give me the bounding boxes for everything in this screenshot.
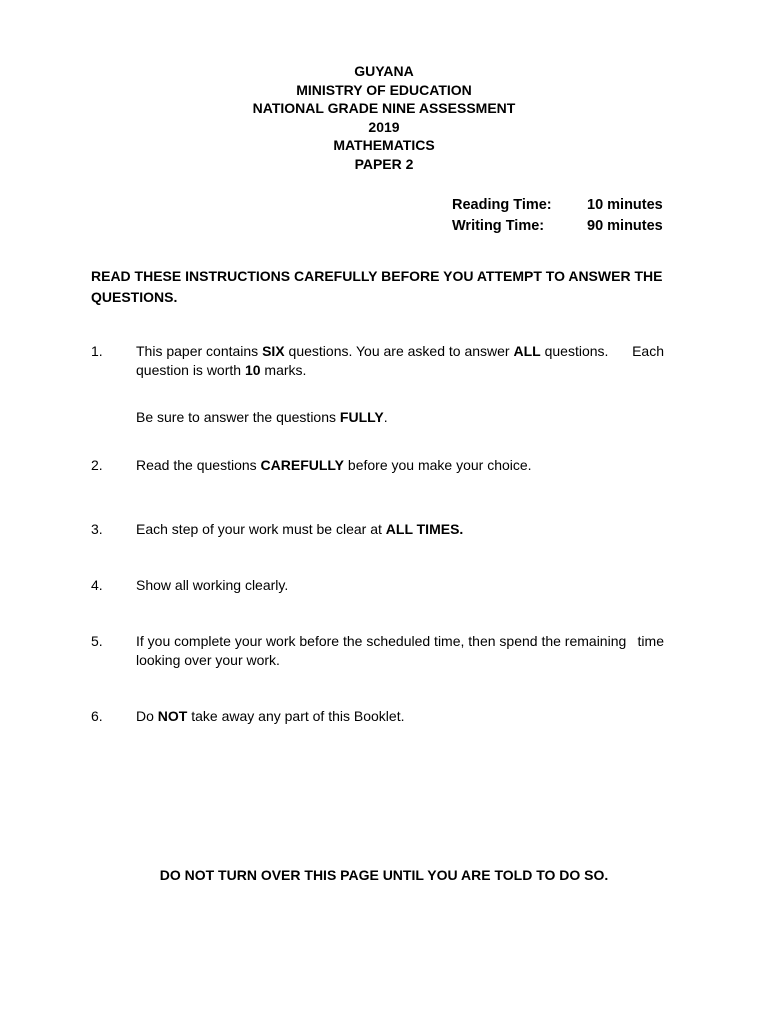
- text-run: Do: [136, 708, 158, 724]
- text-run: question is worth: [136, 362, 245, 378]
- text-run: questions.: [540, 343, 609, 359]
- bold-run: CAREFULLY: [260, 457, 345, 473]
- text-run: marks.: [260, 362, 307, 378]
- text-run: Be sure to answer the questions: [136, 409, 340, 425]
- item-number: 4.: [91, 577, 103, 593]
- header-paper: PAPER 2: [354, 155, 414, 172]
- text-run: Each step of your work must be clear at: [136, 521, 386, 537]
- instructions-heading: READ THESE INSTRUCTIONS CAREFULLY BEFORE YOU ATTEMPT TO ANSWER THE QUESTIONS.: [91, 268, 663, 305]
- item-text: [136, 408, 666, 427]
- item-line: [136, 632, 664, 651]
- text-run: This paper contains: [136, 343, 263, 359]
- writing-time-label: Writing Time:: [452, 218, 545, 234]
- item-number: 6.: [91, 708, 103, 724]
- instruction-item-6: [91, 707, 681, 726]
- writing-time-row: [452, 216, 663, 237]
- text-run: before you make your choice.: [344, 457, 532, 473]
- instruction-item-5: [91, 632, 681, 670]
- reading-time-value: 10 minutes: [587, 197, 663, 213]
- reading-time-row: [452, 195, 663, 216]
- text-run: take away any part of this Booklet.: [187, 708, 405, 724]
- bold-run: ALL TIMES.: [385, 521, 464, 537]
- item-number: 2.: [91, 457, 103, 473]
- text-run: Read the questions: [136, 457, 261, 473]
- item-number: 3.: [91, 521, 103, 537]
- reading-time-label: Reading Time:: [452, 197, 552, 213]
- instruction-item-1-note: [91, 408, 681, 427]
- writing-time-value: 90 minutes: [587, 218, 663, 234]
- item-text: [136, 707, 666, 726]
- text-run: questions. You are asked to answer: [284, 343, 514, 359]
- instruction-item-3: [91, 520, 681, 539]
- text-run: If you complete your work before the scheduled time, then spend the remaining: [136, 633, 627, 649]
- bold-run: NOT: [157, 708, 188, 724]
- exam-header: [0, 62, 768, 174]
- bold-run: SIX: [262, 343, 285, 359]
- footer-warning: DO NOT TURN OVER THIS PAGE UNTIL YOU ARE TOLD TO DO SO.: [159, 867, 609, 883]
- instruction-item-4: [91, 576, 681, 595]
- instruction-item-2: [91, 456, 681, 475]
- item-line: looking over your work.: [136, 652, 280, 668]
- item-line-left: [136, 342, 608, 361]
- header-ministry: MINISTRY OF EDUCATION: [296, 81, 472, 98]
- item-line: [136, 362, 306, 378]
- item-line: [136, 342, 664, 361]
- bold-run: 10: [244, 362, 261, 378]
- header-country: GUYANA: [354, 63, 414, 79]
- header-year: 2019: [368, 118, 400, 135]
- item-text: Show all working clearly.: [136, 577, 289, 593]
- text-run: time: [637, 633, 664, 649]
- item-text: [136, 632, 666, 670]
- header-assessment: NATIONAL GRADE NINE ASSESSMENT: [252, 100, 516, 117]
- text-run: Each: [632, 343, 664, 359]
- item-text: [136, 342, 666, 380]
- instruction-item-1: [91, 342, 681, 380]
- item-number: 1.: [91, 343, 103, 359]
- item-number: 5.: [91, 633, 103, 649]
- item-text: [136, 456, 666, 475]
- bold-run: FULLY: [339, 409, 384, 425]
- bold-run: ALL: [513, 343, 541, 359]
- header-subject: MATHEMATICS: [333, 137, 435, 154]
- text-run: .: [383, 409, 388, 425]
- time-block: [452, 195, 663, 237]
- item-text: [136, 520, 666, 539]
